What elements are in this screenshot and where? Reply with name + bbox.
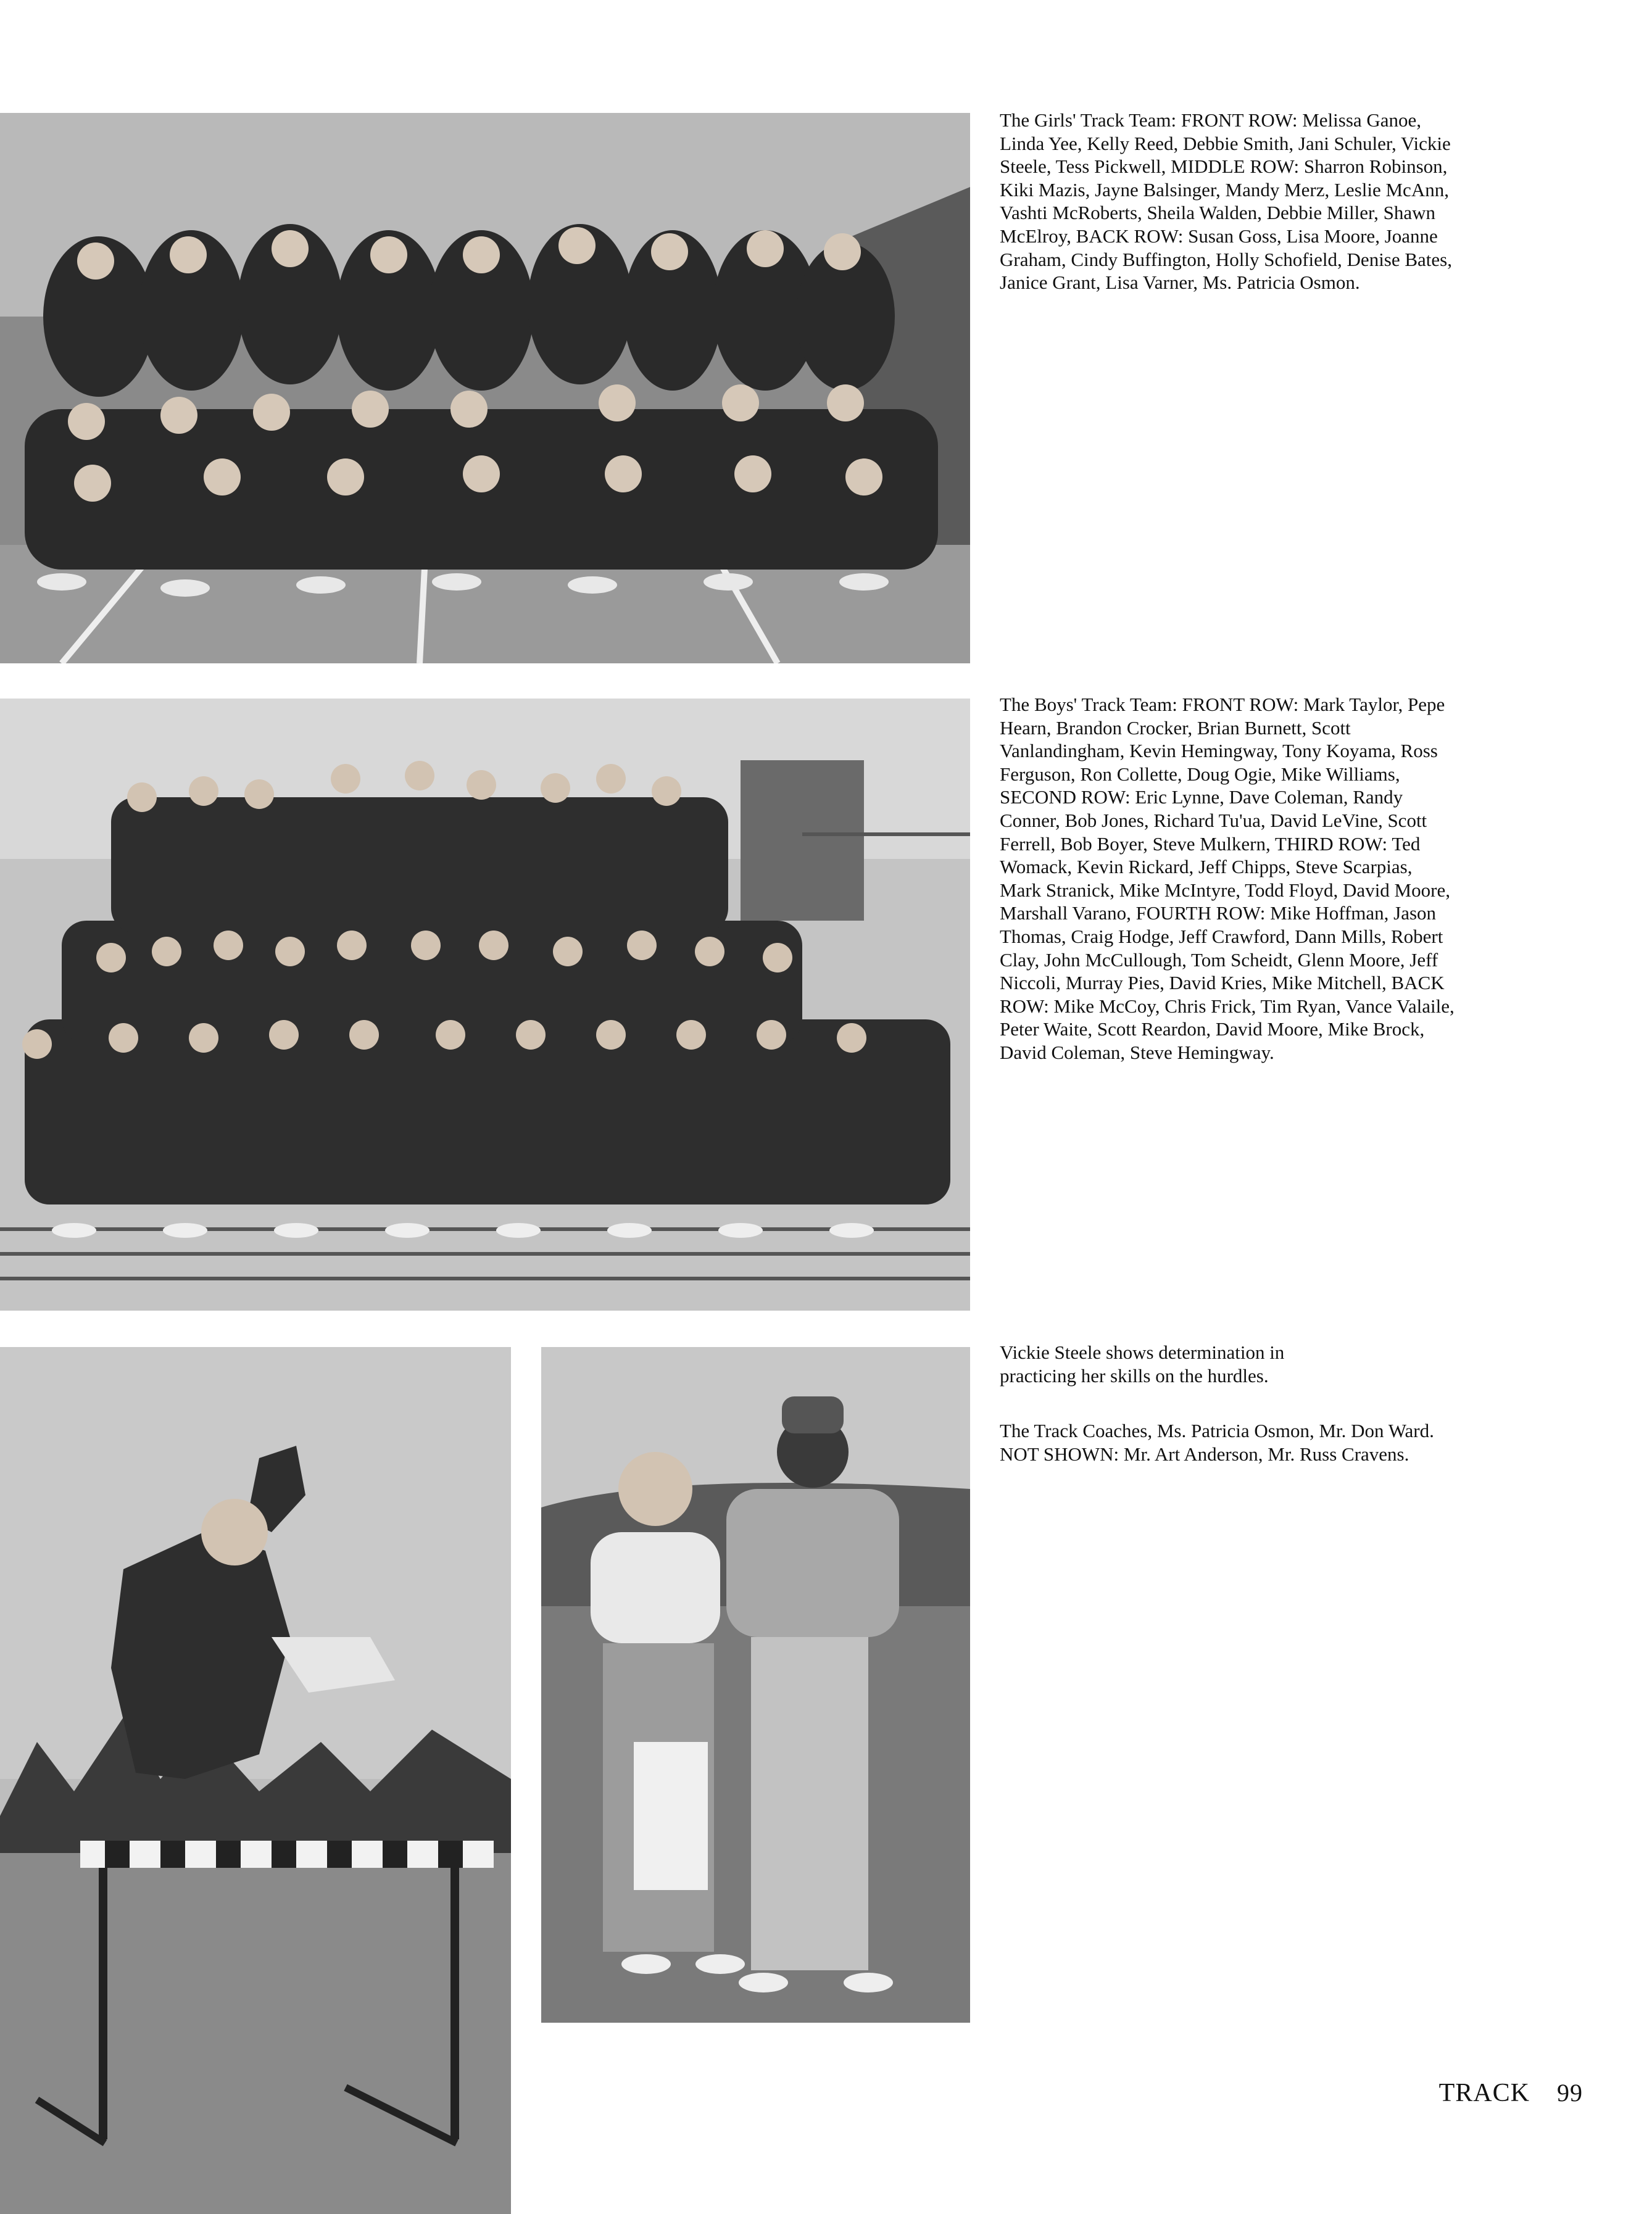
section-title: TRACK bbox=[1438, 2079, 1530, 2107]
coaches-photo bbox=[541, 1347, 970, 2023]
hurdler-photo bbox=[0, 1347, 511, 2214]
boys-team-caption: The Boys' Track Team: FRONT ROW: Mark Taylor, Pepe Hearn, Brandon Crocker, Brian Burnett, Scott Vanlandingham, Kevin Hemingway, Tony Koyama, Ross Ferguson, Ron Collette, Doug Ogie, Mike Williams, SECOND ROW: Eric Lynne, Dave Coleman, Randy Conner, Bob Jones, Richard Tu'ua, David LeVine, Scott Ferrell, Bob Boyer, Steve Mulkern, THIRD ROW: Ted Womack, Kevin Rickard, Jeff Chipps, Steve Scarpias, Mark Stranick, Mike McIntyre, Todd Floyd, David Moore, Marshall Varano, FOURTH ROW: Mike Hoffman, Jason Thomas, Craig Hodge, Jeff Crawford, Dann Mills, Robert Clay, John McCullough, Tom Scheidt, Glenn Moore, Jeff Niccoli, Murray Pies, David Kries, Mike Mitchell, BACK ROW: Mike McCoy, Chris Frick, Tim Ryan, Vance Valaile, Peter Waite, Scott Reardon, David Moore, Mike Brock, David Coleman, Steve Hemingway. bbox=[1000, 694, 1455, 1063]
boys-track-team-photo bbox=[0, 699, 970, 1311]
page-number: 99 bbox=[1557, 2079, 1583, 2107]
girls-team-caption: The Girls' Track Team: FRONT ROW: Melissa Ganoe, Linda Yee, Kelly Reed, Debbie Smith, Jani Schuler, Vickie Steele, Tess Pickwell, MIDDLE ROW: Sharron Robinson, Kiki Mazis, Jayne Balsinger, Mandy Merz, Leslie McAnn, Vashti McRoberts, Sheila Walden, Debbie Miller, Shawn McElroy, BACK ROW: Susan Goss, Lisa Moore, Joanne Graham, Cindy Buffington, Holly Schofield, Denise Bates, Janice Grant, Lisa Varner, Ms. Patricia Osmon. bbox=[1000, 109, 1452, 294]
girls-track-team-photo bbox=[0, 113, 970, 663]
coaches-caption: The Track Coaches, Ms. Patricia Osmon, Mr. Don Ward. NOT SHOWN: Mr. Art Anderson, Mr. Russ Cravens. bbox=[1000, 1420, 1434, 1465]
hurdles-caption: Vickie Steele shows determination in practicing her skills on the hurdles. bbox=[1000, 1341, 1285, 1387]
page-folio bbox=[1439, 2078, 1583, 2108]
